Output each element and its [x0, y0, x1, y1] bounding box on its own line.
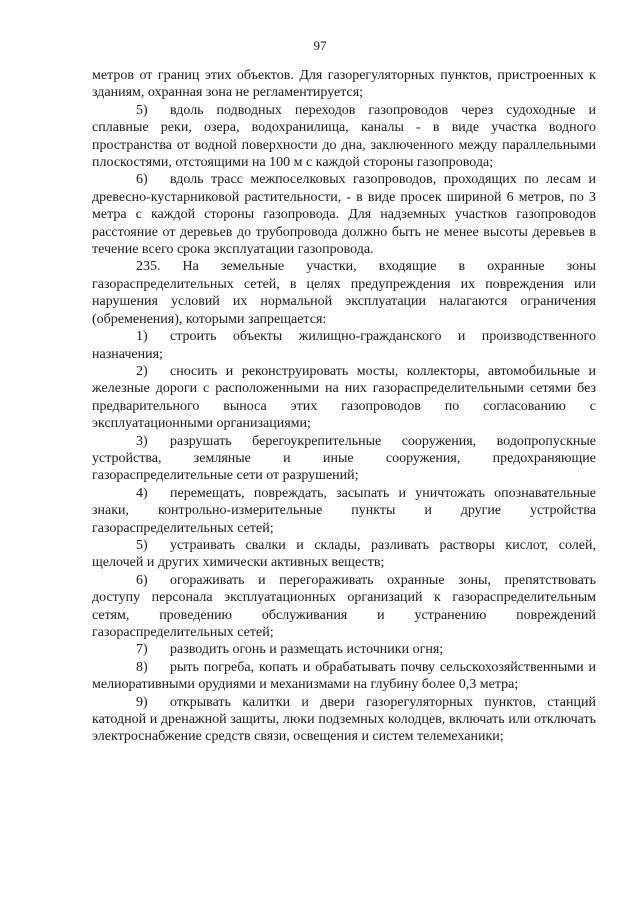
paragraph-text: метров от границ этих объектов. Для газорегуляторных пунктов, пристроенных к зданиям, охранная зона не регламентируется; — [92, 68, 596, 101]
paragraph-text: вдоль подводных переходов газопроводов через судоходные и сплавные реки, озера, водохранилища, каналы - в виде участка водного пространства от водной поверхности до дна, заключенного между параллельными плоскостями, отстоящими на 100 м с каждой стороны газопровода; — [92, 102, 596, 171]
list-item-number: 7) — [136, 642, 148, 658]
paragraph-text: перемещать, повреждать, засыпать и уничтожать опознавательные знаки, контрольно-измерительные пункты и другие устройства газораспределительных сетей; — [92, 485, 596, 536]
document-body — [92, 67, 596, 746]
paragraph — [92, 641, 596, 658]
list-item-number: 6) — [136, 572, 148, 588]
list-item-number: 5) — [136, 102, 148, 118]
paragraph — [92, 102, 596, 172]
paragraph-text: рыть погреба, копать и обрабатывать почву сельскохозяйственными и мелиоративными орудиями и механизмами на глубину более 0,3 метра; — [92, 659, 596, 693]
paragraph-text: открывать калитки и двери газорегуляторных пунктов, станций катодной и дренажной защиты, люки подземных колодцев, включать или отключать электроснабжение средств связи, освещения и систем телемеханики; — [92, 694, 596, 745]
paragraph — [92, 572, 596, 642]
paragraph — [92, 363, 596, 433]
list-item-number: 2) — [136, 363, 148, 379]
list-item-number: 6) — [136, 172, 148, 188]
list-item-number: 3) — [136, 433, 148, 449]
paragraph — [92, 328, 596, 363]
list-item-number: 5) — [136, 537, 148, 553]
paragraph-text: разводить огонь и размещать источники огня; — [170, 642, 444, 658]
paragraph-text: огораживать и перегораживать охранные зоны, препятствовать доступу персонала эксплуатационных организаций к газораспределительным сетям, проведению обслуживания и устранению повреждений газораспределительных сетей; — [92, 572, 596, 640]
paragraph — [92, 171, 596, 258]
paragraph — [92, 537, 596, 572]
paragraph-text: устраивать свалки и склады, разливать растворы кислот, солей, щелочей и других химически активных веществ; — [92, 537, 596, 571]
paragraph — [92, 258, 596, 328]
paragraph-text: вдоль трасс межпоселковых газопроводов, проходящих по лесам и древесно-кустарниковой растительности, - в виде просек шириной 6 метров, по 3 метра с каждой стороны газопровода. Для надземных участков газопроводов расстояние от деревьев до трубопровода должно быть не менее высоты деревьев в течение всего срока эксплуатации газопровода. — [92, 172, 596, 258]
paragraph — [92, 694, 596, 746]
paragraph-text: строить объекты жилищно-гражданского и производственного назначения; — [92, 329, 596, 362]
paragraph — [92, 485, 596, 537]
paragraph — [92, 67, 596, 102]
paragraph-text: разрушать берегоукрепительные сооружения, водопропускные устройства, земляные и иные сооружения, предохраняющие газораспределительные сети от разрушений; — [92, 433, 596, 484]
list-item-number: 1) — [136, 329, 148, 345]
paragraph-text: 235. На земельные участки, входящие в охранные зоны газораспределительных сетей, в целях предупреждения их повреждения или нарушения условий их нормальной эксплуатации налагаются ограничения (обременения), которыми запрещается: — [92, 259, 596, 327]
page-number: 97 — [313, 38, 327, 53]
list-item-number: 8) — [136, 659, 148, 675]
paragraph-text: сносить и реконструировать мосты, коллекторы, автомобильные и железные дороги с расположенными на них газораспределительными сетями без предварительного выноса этих газопроводов по согласованию с эксплуатационными организациями; — [92, 363, 596, 432]
list-item-number: 4) — [136, 485, 148, 501]
list-item-number: 9) — [136, 694, 148, 710]
paragraph — [92, 433, 596, 485]
paragraph — [92, 659, 596, 694]
